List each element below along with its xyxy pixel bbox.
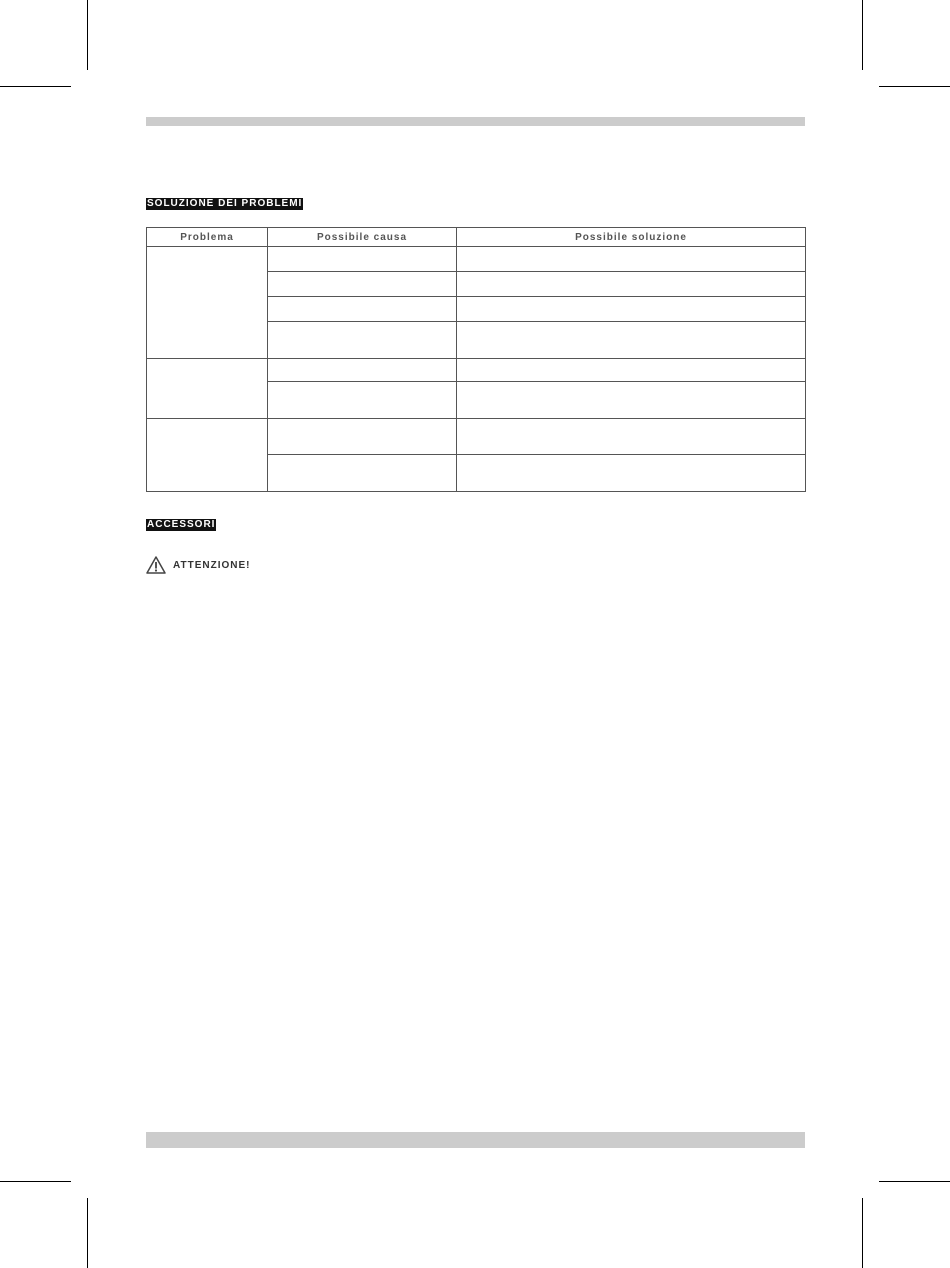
header-bar (146, 117, 805, 126)
solution-cell (457, 247, 806, 272)
warning-label: ATTENZIONE! (173, 559, 251, 571)
warning-notice (146, 556, 250, 574)
crop-mark (87, 0, 88, 70)
table-header-row (147, 228, 806, 247)
problem-cell (147, 419, 268, 492)
crop-mark (87, 1198, 88, 1268)
cause-cell (268, 247, 457, 272)
cause-cell (268, 297, 457, 322)
solution-cell (457, 359, 806, 382)
troubleshooting-table (146, 227, 806, 492)
cause-cell (268, 382, 457, 419)
crop-mark (862, 0, 863, 70)
solution-cell (457, 382, 806, 419)
table-row (147, 419, 806, 455)
cause-cell (268, 272, 457, 297)
crop-mark (0, 1181, 71, 1182)
column-header-cause: Possibile causa (268, 228, 457, 247)
table-row (147, 247, 806, 272)
solution-cell (457, 322, 806, 359)
cause-cell (268, 419, 457, 455)
crop-mark (862, 1198, 863, 1268)
troubleshooting-heading: SOLUZIONE DEI PROBLEMI (147, 198, 303, 209)
crop-mark (879, 86, 950, 87)
column-header-problem: Problema (147, 228, 268, 247)
table-row (147, 359, 806, 382)
warning-triangle-icon (146, 556, 166, 574)
problem-cell (147, 247, 268, 359)
solution-cell (457, 272, 806, 297)
accessories-heading: ACCESSORI (147, 519, 216, 530)
cause-cell (268, 322, 457, 359)
crop-mark (879, 1181, 950, 1182)
solution-cell (457, 297, 806, 322)
cause-cell (268, 455, 457, 492)
solution-cell (457, 455, 806, 492)
problem-cell (147, 359, 268, 419)
solution-cell (457, 419, 806, 455)
cause-cell (268, 359, 457, 382)
crop-mark (0, 86, 71, 87)
footer-bar (146, 1132, 805, 1148)
column-header-solution: Possibile soluzione (457, 228, 806, 247)
